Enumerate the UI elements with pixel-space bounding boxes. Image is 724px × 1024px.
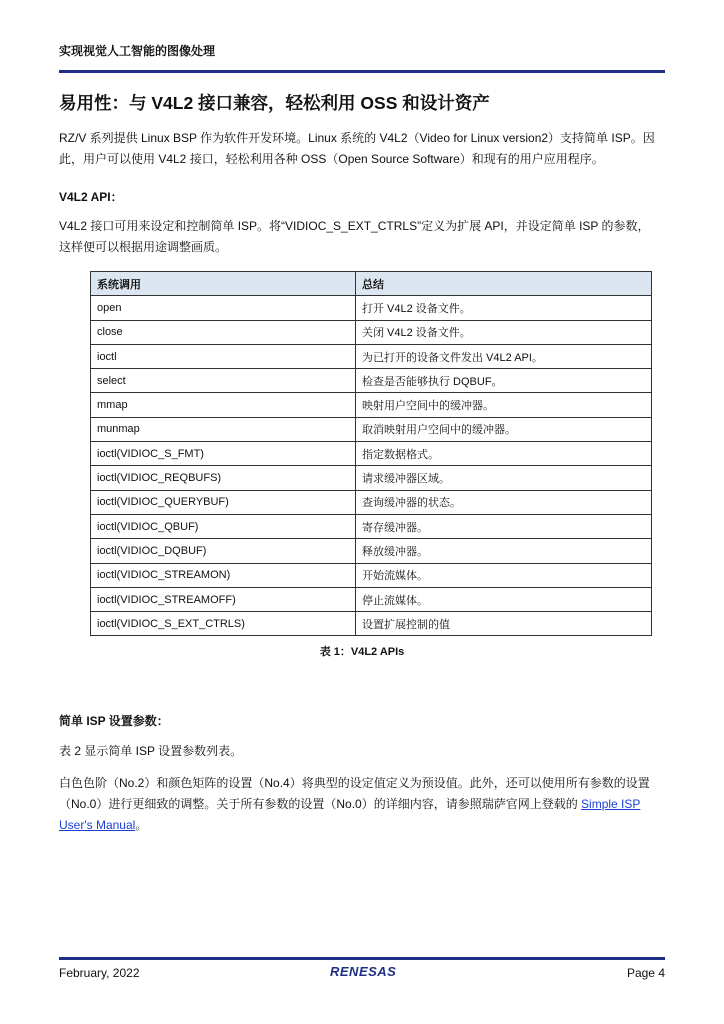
syscall-cell: ioctl(VIDIOC_QUERYBUF): [91, 490, 356, 514]
syscall-cell: ioctl(VIDIOC_QBUF): [91, 514, 356, 538]
column-header-syscall: 系统调用: [91, 272, 356, 296]
intro-line: RZ/V 系列提供 Linux BSP 作为软件开发环境。Linux 系统的 V4L2（Video for Linux version2）支持简单 ISP。因: [59, 131, 655, 145]
syscall-cell: munmap: [91, 417, 356, 441]
isp-detail-line: 白色色阶（No.2）和颜色矩阵的设置（No.4）将典型的设定值定义为预设值。此外，还可以使用所有参数的设置: [59, 776, 650, 790]
syscall-cell: ioctl: [91, 344, 356, 368]
table-row: [91, 369, 652, 393]
summary-cell: 取消映射用户空间中的缓冲器。: [356, 417, 652, 441]
syscall-cell: select: [91, 369, 356, 393]
syscall-cell: ioctl(VIDIOC_S_FMT): [91, 442, 356, 466]
isp-detail-paragraph: [59, 773, 665, 836]
isp-subheading: 简单 ISP 设置参数：: [59, 714, 169, 728]
intro-line: 此，用户可以使用 V4L2 接口，轻松利用各种 OSS（Open Source Software）和现有的用户应用程序。: [59, 152, 604, 166]
footer-divider: [59, 957, 665, 960]
summary-cell: 关闭 V4L2 设备文件。: [356, 320, 652, 344]
footer-date: February, 2022: [59, 966, 140, 980]
table-row: [91, 490, 652, 514]
table-header-row: [91, 272, 652, 296]
isp-detail-text: （No.0）进行更细致的调整。关于所有参数的设置（No.0）的详细内容，请参照瑞萨官网上登载的: [59, 797, 582, 811]
page-number: Page 4: [626, 966, 665, 980]
header-divider: [59, 70, 665, 73]
isp-detail-line: [59, 794, 665, 815]
syscall-cell: open: [91, 296, 356, 320]
api-paragraph: [59, 216, 665, 258]
summary-cell: 检查是否能够执行 DQBUF。: [356, 369, 652, 393]
summary-cell: 指定数据格式。: [356, 442, 652, 466]
table-row: [91, 296, 652, 320]
syscall-cell: ioctl(VIDIOC_S_EXT_CTRLS): [91, 612, 356, 636]
isp-detail-end: 。: [135, 818, 148, 832]
summary-cell: 请求缓冲器区域。: [356, 466, 652, 490]
summary-cell: 寄存缓冲器。: [356, 514, 652, 538]
simple-isp-manual-link[interactable]: Simple ISP: [581, 797, 641, 811]
summary-cell: 打开 V4L2 设备文件。: [356, 296, 652, 320]
v4l2-api-table: [90, 271, 652, 636]
syscall-cell: ioctl(VIDIOC_REQBUFS): [91, 466, 356, 490]
summary-cell: 停止流媒体。: [356, 587, 652, 611]
summary-cell: 开始流媒体。: [356, 563, 652, 587]
summary-cell: 为已打开的设备文件发出 V4L2 API。: [356, 344, 652, 368]
simple-isp-manual-link-continued[interactable]: User's Manual: [59, 818, 136, 832]
summary-cell: 设置扩展控制的值: [356, 612, 652, 636]
syscall-cell: ioctl(VIDIOC_STREAMOFF): [91, 587, 356, 611]
summary-cell: 映射用户空间中的缓冲器。: [356, 393, 652, 417]
column-header-summary: 总结: [356, 272, 652, 296]
syscall-cell: mmap: [91, 393, 356, 417]
table-row: [91, 417, 652, 441]
renesas-logo: RENESAS: [330, 964, 397, 979]
isp-intro-line: 表 2 显示简单 ISP 设置参数列表。: [59, 744, 243, 758]
isp-detail-line: [59, 815, 665, 836]
summary-cell: 查询缓冲器的状态。: [356, 490, 652, 514]
section-heading: 易用性：与 V4L2 接口兼容，轻松利用 OSS 和设计资产: [59, 93, 490, 113]
table-row: [91, 442, 652, 466]
table-row: [91, 320, 652, 344]
summary-cell: 释放缓冲器。: [356, 539, 652, 563]
intro-paragraph: [59, 128, 665, 170]
table-row: [91, 393, 652, 417]
table-row: [91, 539, 652, 563]
table-row: [91, 587, 652, 611]
table-row: [91, 514, 652, 538]
table-caption: 表 1：V4L2 APIs: [319, 646, 405, 658]
table-row: [91, 344, 652, 368]
syscall-cell: ioctl(VIDIOC_STREAMON): [91, 563, 356, 587]
syscall-cell: close: [91, 320, 356, 344]
document-header-title: 实现视觉人工智能的图像处理: [59, 44, 216, 58]
table-row: [91, 466, 652, 490]
isp-intro-paragraph: [59, 741, 665, 762]
table-row: [91, 563, 652, 587]
api-subheading: V4L2 API：: [59, 190, 123, 204]
syscall-cell: ioctl(VIDIOC_DQBUF): [91, 539, 356, 563]
api-line: V4L2 接口可用来设定和控制简单 ISP。将“VIDIOC_S_EXT_CTRLS”定义为扩展 API，并设定简单 ISP 的参数，: [59, 219, 650, 233]
api-line: 这样便可以根据用途调整画质。: [59, 240, 228, 254]
table-row: [91, 612, 652, 636]
